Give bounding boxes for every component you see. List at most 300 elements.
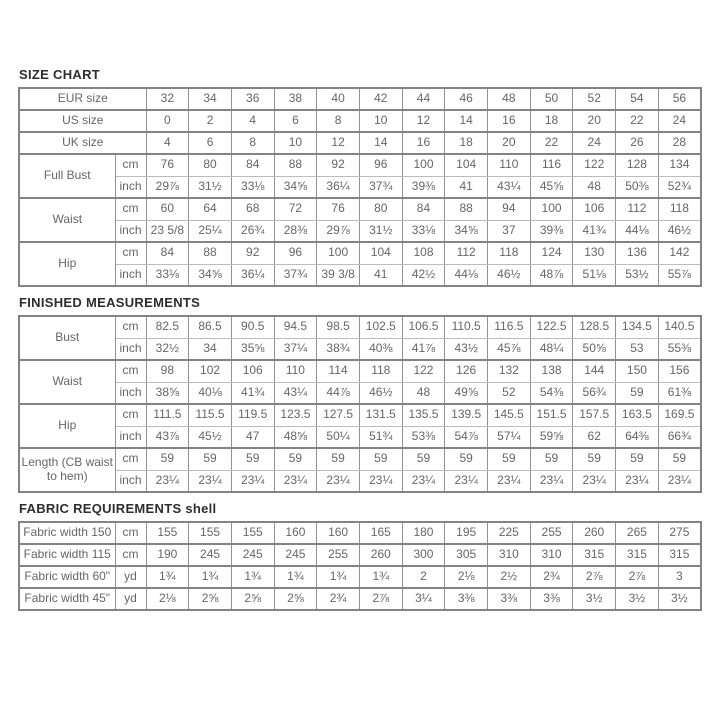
value-cell: 48 (402, 382, 445, 404)
value-cell: 98.5 (317, 316, 360, 338)
table-row (19, 360, 701, 382)
value-cell: 18 (445, 132, 488, 154)
row-label: Fabric width 115 (19, 544, 115, 566)
value-cell: 44⅛ (445, 264, 488, 286)
value-cell: 47 (231, 426, 274, 448)
table-row (19, 198, 701, 220)
value-cell: 23¼ (445, 470, 488, 492)
value-cell: 260 (359, 544, 402, 566)
value-cell: 59 (573, 448, 616, 470)
value-cell: 36¼ (317, 176, 360, 198)
value-cell: 114 (317, 360, 360, 382)
value-cell: 3½ (658, 588, 701, 610)
value-cell: 163.5 (616, 404, 659, 426)
value-cell: 6 (274, 110, 317, 132)
value-cell: 1¾ (359, 566, 402, 588)
value-cell: 46½ (359, 382, 402, 404)
value-cell: 106.5 (402, 316, 445, 338)
value-cell: 110 (488, 154, 531, 176)
value-cell: 29⅞ (317, 220, 360, 242)
value-cell: 60 (146, 198, 189, 220)
value-cell: 2⅞ (616, 566, 659, 588)
value-cell: 2 (402, 566, 445, 588)
value-cell: 23¼ (658, 470, 701, 492)
value-cell: 59 (616, 448, 659, 470)
value-cell: 40 (317, 88, 360, 110)
unit-label: cm (115, 360, 146, 382)
value-cell: 160 (317, 522, 360, 544)
value-cell: 59 (146, 448, 189, 470)
value-cell: 31½ (359, 220, 402, 242)
value-cell: 150 (616, 360, 659, 382)
value-cell: 35⅝ (231, 338, 274, 360)
value-cell: 32½ (146, 338, 189, 360)
row-label: US size (19, 110, 146, 132)
value-cell: 180 (402, 522, 445, 544)
value-cell: 56¾ (573, 382, 616, 404)
unit-label: inch (115, 426, 146, 448)
value-cell: 38 (274, 88, 317, 110)
value-cell: 23¼ (231, 470, 274, 492)
value-cell: 59 (445, 448, 488, 470)
value-cell: 48 (488, 88, 531, 110)
value-cell: 126 (445, 360, 488, 382)
value-cell: 43¼ (488, 176, 531, 198)
unit-label: cm (115, 448, 146, 470)
value-cell: 86.5 (189, 316, 232, 338)
value-cell: 195 (445, 522, 488, 544)
value-cell: 55⅞ (658, 264, 701, 286)
value-cell: 140.5 (658, 316, 701, 338)
value-cell: 46½ (658, 220, 701, 242)
value-cell: 66¾ (658, 426, 701, 448)
value-cell: 1¾ (231, 566, 274, 588)
table-row (19, 264, 701, 286)
value-cell: 49⅝ (445, 382, 488, 404)
value-cell: 2½ (488, 566, 531, 588)
value-cell: 34⅝ (274, 176, 317, 198)
value-cell: 48 (573, 176, 616, 198)
value-cell: 136 (616, 242, 659, 264)
value-cell: 255 (530, 522, 573, 544)
table-row (19, 242, 701, 264)
value-cell: 23¼ (359, 470, 402, 492)
row-label: Hip (19, 242, 115, 286)
value-cell: 260 (573, 522, 616, 544)
value-cell: 18 (530, 110, 573, 132)
value-cell: 225 (488, 522, 531, 544)
unit-label: inch (115, 382, 146, 404)
value-cell: 59 (402, 448, 445, 470)
value-cell: 245 (231, 544, 274, 566)
value-cell: 52¾ (658, 176, 701, 198)
value-cell: 169.5 (658, 404, 701, 426)
value-cell: 24 (573, 132, 616, 154)
value-cell: 45⅞ (488, 338, 531, 360)
value-cell: 102.5 (359, 316, 402, 338)
value-cell: 23¼ (616, 470, 659, 492)
row-label: Length (CB waist to hem) (19, 448, 115, 492)
value-cell: 59 (189, 448, 232, 470)
value-cell: 54⅞ (445, 426, 488, 448)
value-cell: 245 (189, 544, 232, 566)
value-cell: 2⅝ (189, 588, 232, 610)
value-cell: 55⅜ (658, 338, 701, 360)
value-cell: 26 (616, 132, 659, 154)
value-cell: 76 (146, 154, 189, 176)
value-cell: 1¾ (274, 566, 317, 588)
value-cell: 59 (488, 448, 531, 470)
value-cell: 100 (530, 198, 573, 220)
value-cell: 50⅝ (573, 338, 616, 360)
value-cell: 33⅛ (231, 176, 274, 198)
unit-label: cm (115, 154, 146, 176)
table-row (19, 426, 701, 448)
value-cell: 16 (402, 132, 445, 154)
value-cell: 23 5/8 (146, 220, 189, 242)
value-cell: 96 (274, 242, 317, 264)
value-cell: 76 (317, 198, 360, 220)
value-cell: 0 (146, 110, 189, 132)
value-cell: 41¾ (573, 220, 616, 242)
value-cell: 106 (231, 360, 274, 382)
value-cell: 132 (488, 360, 531, 382)
value-cell: 1¾ (189, 566, 232, 588)
value-cell: 305 (445, 544, 488, 566)
value-cell: 190 (146, 544, 189, 566)
value-cell: 38⅝ (146, 382, 189, 404)
value-cell: 34 (189, 88, 232, 110)
fabric-requirements-table (18, 521, 702, 611)
value-cell: 22 (530, 132, 573, 154)
value-cell: 315 (573, 544, 616, 566)
value-cell: 116.5 (488, 316, 531, 338)
unit-label: cm (115, 544, 146, 566)
value-cell: 123.5 (274, 404, 317, 426)
value-cell: 104 (445, 154, 488, 176)
table-row (19, 588, 701, 610)
value-cell: 16 (488, 110, 531, 132)
value-cell: 275 (658, 522, 701, 544)
value-cell: 20 (573, 110, 616, 132)
table-row (19, 316, 701, 338)
section-title-finished-measurements: FINISHED MEASUREMENTS (19, 295, 201, 310)
value-cell: 315 (658, 544, 701, 566)
value-cell: 88 (274, 154, 317, 176)
table-row (19, 154, 701, 176)
value-cell: 157.5 (573, 404, 616, 426)
value-cell: 2⅝ (231, 588, 274, 610)
row-label: Waist (19, 360, 115, 404)
value-cell: 111.5 (146, 404, 189, 426)
value-cell: 32 (146, 88, 189, 110)
value-cell: 84 (231, 154, 274, 176)
value-cell: 50¼ (317, 426, 360, 448)
value-cell: 118 (488, 242, 531, 264)
value-cell: 59 (616, 382, 659, 404)
value-cell: 2⅞ (573, 566, 616, 588)
value-cell: 116 (530, 154, 573, 176)
table-row (19, 566, 701, 588)
value-cell: 245 (274, 544, 317, 566)
value-cell: 39 3/8 (317, 264, 360, 286)
row-label: EUR size (19, 88, 146, 110)
value-cell: 23¼ (488, 470, 531, 492)
section-title-fabric-requirements: FABRIC REQUIREMENTS shell (19, 501, 217, 516)
value-cell: 34 (189, 338, 232, 360)
value-cell: 2¾ (317, 588, 360, 610)
row-label: Waist (19, 198, 115, 242)
value-cell: 98 (146, 360, 189, 382)
value-cell: 12 (317, 132, 360, 154)
unit-label: cm (115, 522, 146, 544)
value-cell: 61⅜ (658, 382, 701, 404)
value-cell: 135.5 (402, 404, 445, 426)
value-cell: 39⅜ (402, 176, 445, 198)
value-cell: 84 (146, 242, 189, 264)
section-finished-measurements (18, 295, 702, 493)
value-cell: 155 (189, 522, 232, 544)
value-cell: 41 (445, 176, 488, 198)
value-cell: 134.5 (616, 316, 659, 338)
value-cell: 37¼ (274, 338, 317, 360)
value-cell: 33⅛ (146, 264, 189, 286)
value-cell: 115.5 (189, 404, 232, 426)
value-cell: 10 (274, 132, 317, 154)
value-cell: 3⅜ (445, 588, 488, 610)
table-row (19, 382, 701, 404)
value-cell: 119.5 (231, 404, 274, 426)
value-cell: 29⅞ (146, 176, 189, 198)
value-cell: 44⅞ (317, 382, 360, 404)
unit-label: cm (115, 242, 146, 264)
value-cell: 68 (231, 198, 274, 220)
value-cell: 45½ (189, 426, 232, 448)
value-cell: 52 (573, 88, 616, 110)
value-cell: 62 (573, 426, 616, 448)
value-cell: 28⅜ (274, 220, 317, 242)
table-row (19, 522, 701, 544)
value-cell: 39⅜ (530, 220, 573, 242)
value-cell: 23¼ (573, 470, 616, 492)
value-cell: 165 (359, 522, 402, 544)
value-cell: 48⅞ (530, 264, 573, 286)
value-cell: 151.5 (530, 404, 573, 426)
table-row (19, 544, 701, 566)
value-cell: 23¼ (530, 470, 573, 492)
value-cell: 1¾ (317, 566, 360, 588)
value-cell: 108 (402, 242, 445, 264)
value-cell: 14 (359, 132, 402, 154)
value-cell: 82.5 (146, 316, 189, 338)
table-row (19, 220, 701, 242)
unit-label: inch (115, 264, 146, 286)
size-chart-table (18, 87, 702, 287)
value-cell: 64 (189, 198, 232, 220)
unit-label: yd (115, 588, 146, 610)
value-cell: 22 (616, 110, 659, 132)
value-cell: 145.5 (488, 404, 531, 426)
row-label: Hip (19, 404, 115, 448)
table-row (19, 448, 701, 470)
value-cell: 50 (530, 88, 573, 110)
value-cell: 52 (488, 382, 531, 404)
value-cell: 88 (189, 242, 232, 264)
value-cell: 92 (231, 242, 274, 264)
value-cell: 3¼ (402, 588, 445, 610)
value-cell: 130 (573, 242, 616, 264)
row-label: Full Bust (19, 154, 115, 198)
value-cell: 59⅝ (530, 426, 573, 448)
unit-label: inch (115, 338, 146, 360)
value-cell: 2 (189, 110, 232, 132)
value-cell: 54⅜ (530, 382, 573, 404)
unit-label: cm (115, 404, 146, 426)
value-cell: 127.5 (317, 404, 360, 426)
row-label: Bust (19, 316, 115, 360)
value-cell: 100 (317, 242, 360, 264)
value-cell: 44⅛ (616, 220, 659, 242)
row-label: Fabric width 60" (19, 566, 115, 588)
unit-label: cm (115, 198, 146, 220)
value-cell: 4 (231, 110, 274, 132)
value-cell: 53½ (616, 264, 659, 286)
value-cell: 90.5 (231, 316, 274, 338)
value-cell: 59 (231, 448, 274, 470)
value-cell: 72 (274, 198, 317, 220)
value-cell: 110 (274, 360, 317, 382)
section-title-size-chart: SIZE CHART (19, 67, 100, 82)
value-cell: 300 (402, 544, 445, 566)
value-cell: 138 (530, 360, 573, 382)
table-row (19, 176, 701, 198)
value-cell: 131.5 (359, 404, 402, 426)
value-cell: 1¾ (146, 566, 189, 588)
value-cell: 160 (274, 522, 317, 544)
value-cell: 94 (488, 198, 531, 220)
value-cell: 3½ (616, 588, 659, 610)
section-fabric-requirements (18, 501, 702, 611)
value-cell: 40⅛ (189, 382, 232, 404)
unit-label: inch (115, 470, 146, 492)
value-cell: 46 (445, 88, 488, 110)
value-cell: 37¾ (274, 264, 317, 286)
value-cell: 23¼ (189, 470, 232, 492)
value-cell: 84 (402, 198, 445, 220)
value-cell: 57¼ (488, 426, 531, 448)
value-cell: 59 (317, 448, 360, 470)
value-cell: 59 (530, 448, 573, 470)
table-row (19, 338, 701, 360)
value-cell: 122 (402, 360, 445, 382)
value-cell: 8 (317, 110, 360, 132)
value-cell: 59 (658, 448, 701, 470)
value-cell: 100 (402, 154, 445, 176)
value-cell: 3½ (573, 588, 616, 610)
section-size-chart (18, 67, 702, 287)
value-cell: 155 (146, 522, 189, 544)
value-cell: 42½ (402, 264, 445, 286)
value-cell: 3⅜ (488, 588, 531, 610)
table-row (19, 404, 701, 426)
value-cell: 122.5 (530, 316, 573, 338)
value-cell: 44 (402, 88, 445, 110)
row-label: UK size (19, 132, 146, 154)
value-cell: 104 (359, 242, 402, 264)
value-cell: 50⅜ (616, 176, 659, 198)
value-cell: 102 (189, 360, 232, 382)
value-cell: 310 (488, 544, 531, 566)
table-row (19, 470, 701, 492)
value-cell: 59 (274, 448, 317, 470)
value-cell: 24 (658, 110, 701, 132)
value-cell: 26¾ (231, 220, 274, 242)
value-cell: 53 (616, 338, 659, 360)
value-cell: 139.5 (445, 404, 488, 426)
row-label: Fabric width 45" (19, 588, 115, 610)
value-cell: 34⅝ (189, 264, 232, 286)
value-cell: 144 (573, 360, 616, 382)
value-cell: 33⅛ (402, 220, 445, 242)
value-cell: 23¼ (146, 470, 189, 492)
value-cell: 12 (402, 110, 445, 132)
value-cell: 4 (146, 132, 189, 154)
value-cell: 96 (359, 154, 402, 176)
value-cell: 51¾ (359, 426, 402, 448)
value-cell: 41⅞ (402, 338, 445, 360)
table-row (19, 110, 701, 132)
value-cell: 124 (530, 242, 573, 264)
value-cell: 37 (488, 220, 531, 242)
value-cell: 34⅝ (445, 220, 488, 242)
value-cell: 25¼ (189, 220, 232, 242)
value-cell: 48¼ (530, 338, 573, 360)
unit-label: inch (115, 220, 146, 242)
value-cell: 110.5 (445, 316, 488, 338)
value-cell: 112 (445, 242, 488, 264)
value-cell: 265 (616, 522, 659, 544)
value-cell: 3 (658, 566, 701, 588)
value-cell: 255 (317, 544, 360, 566)
value-cell: 42 (359, 88, 402, 110)
value-cell: 2⅞ (359, 588, 402, 610)
value-cell: 59 (359, 448, 402, 470)
value-cell: 23¼ (274, 470, 317, 492)
value-cell: 315 (616, 544, 659, 566)
value-cell: 122 (573, 154, 616, 176)
value-cell: 14 (445, 110, 488, 132)
value-cell: 2⅝ (274, 588, 317, 610)
value-cell: 128.5 (573, 316, 616, 338)
value-cell: 53⅜ (402, 426, 445, 448)
value-cell: 310 (530, 544, 573, 566)
value-cell: 2¾ (530, 566, 573, 588)
value-cell: 3⅜ (530, 588, 573, 610)
value-cell: 2⅛ (146, 588, 189, 610)
value-cell: 156 (658, 360, 701, 382)
value-cell: 38¾ (317, 338, 360, 360)
value-cell: 80 (189, 154, 232, 176)
value-cell: 43⅞ (146, 426, 189, 448)
value-cell: 43½ (445, 338, 488, 360)
value-cell: 2⅛ (445, 566, 488, 588)
value-cell: 118 (359, 360, 402, 382)
value-cell: 92 (317, 154, 360, 176)
value-cell: 37¾ (359, 176, 402, 198)
value-cell: 128 (616, 154, 659, 176)
finished-measurements-table (18, 315, 702, 493)
value-cell: 31½ (189, 176, 232, 198)
